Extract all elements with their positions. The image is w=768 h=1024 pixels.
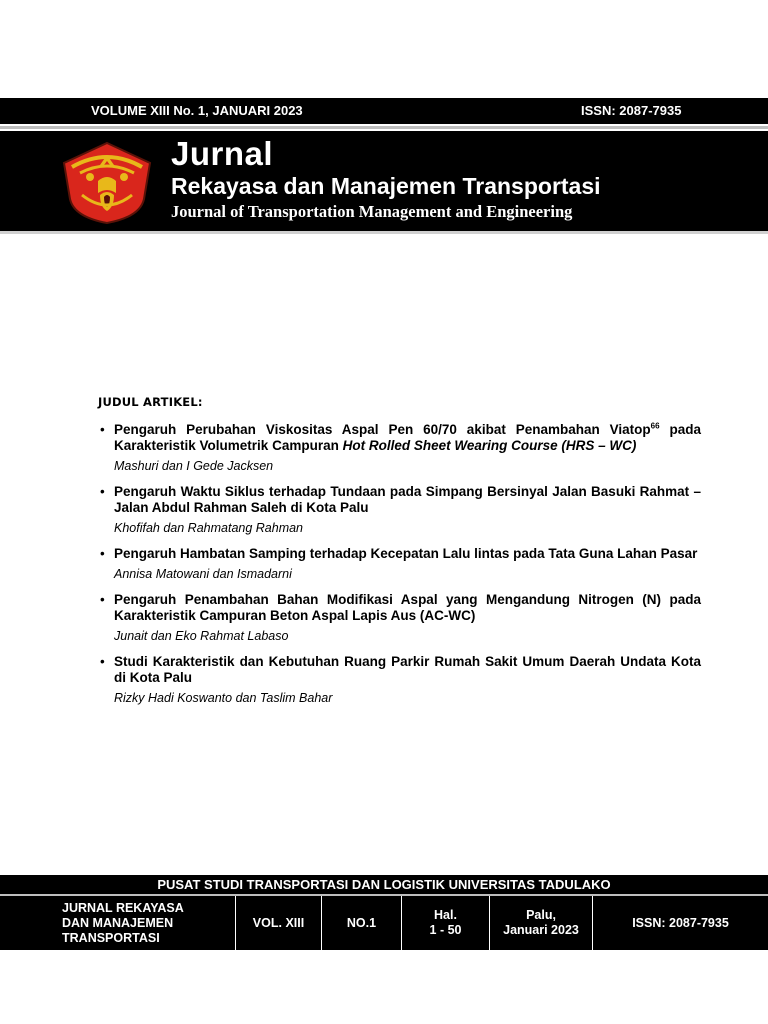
journal-subtitle: Rekayasa dan Manajemen Transportasi xyxy=(171,173,601,199)
article-title: Pengaruh Waktu Siklus terhadap Tundaan pada Simpang Bersinyal Jalan Basuki Rahmat – Jalan Abdul Rahman Saleh di Kota Palu xyxy=(114,484,701,515)
list-item xyxy=(98,654,701,706)
article-title: Studi Karakteristik dan Kebutuhan Ruang Parkir Rumah Sakit Umum Daerah Undata Kota di Kota Palu xyxy=(114,654,701,685)
article-authors: Khofifah dan Rahmatang Rahman xyxy=(114,521,304,535)
list-item xyxy=(98,484,701,536)
list-item xyxy=(98,546,701,582)
article-title: Pengaruh Penambahan Bahan Modifikasi Aspal yang Mengandung Nitrogen (N) pada Karakteristik Campuran Beton Aspal Lapis Aus (AC-WC) xyxy=(114,592,701,623)
bullet-icon: • xyxy=(100,654,105,669)
list-item xyxy=(98,592,701,644)
volume-label: VOLUME XIII No. 1, JANUARI 2023 xyxy=(91,103,303,118)
bullet-icon: • xyxy=(100,422,105,437)
footer-cell-journal: JURNAL REKAYASA DAN MANAJEMEN TRANSPORTASI xyxy=(0,896,236,950)
article-authors: Rizky Hadi Koswanto dan Taslim Bahar xyxy=(114,691,333,705)
bullet-icon: • xyxy=(100,592,105,607)
journal-masthead xyxy=(0,131,768,234)
list-item xyxy=(98,422,701,474)
articles-heading: JUDUL ARTIKEL: xyxy=(98,395,203,409)
divider xyxy=(0,126,768,129)
bullet-icon: • xyxy=(100,546,105,561)
bullet-icon: • xyxy=(100,484,105,499)
footer-cell-pages: Hal. 1 - 50 xyxy=(402,896,490,950)
article-list xyxy=(98,395,701,716)
issn-label: ISSN: 2087-7935 xyxy=(581,103,682,118)
footer-cell-number: NO.1 xyxy=(322,896,402,950)
journal-english-title: Journal of Transportation Management and Engineering xyxy=(171,202,573,221)
footer-info-table xyxy=(0,896,768,950)
volume-strip xyxy=(0,98,768,124)
article-authors: Junait dan Eko Rahmat Labaso xyxy=(114,629,289,643)
footer-cell-volume: VOL. XIII xyxy=(236,896,322,950)
article-authors: Annisa Matowani dan Ismadarni xyxy=(114,567,292,581)
article-title: Pengaruh Hambatan Samping terhadap Kecepatan Lalu lintas pada Tata Guna Lahan Pasar xyxy=(114,546,698,561)
publisher-banner: PUSAT STUDI TRANSPORTASI DAN LOGISTIK UNIVERSITAS TADULAKO xyxy=(0,875,768,894)
university-logo xyxy=(60,141,154,225)
footer-cell-date: Palu, Januari 2023 xyxy=(490,896,593,950)
article-authors: Mashuri dan I Gede Jacksen xyxy=(114,459,274,473)
journal-title: Jurnal xyxy=(171,135,274,172)
footer-cell-issn: ISSN: 2087-7935 xyxy=(632,915,729,930)
article-title: Pengaruh Perubahan Viskositas Aspal Pen 60/70 akibat Penambahan Viatop$^{66}$ pada Karakteristik Volumetrik Campuran Hot Rolled Sheet Wearing Course (HRS – WC) xyxy=(114,421,701,453)
